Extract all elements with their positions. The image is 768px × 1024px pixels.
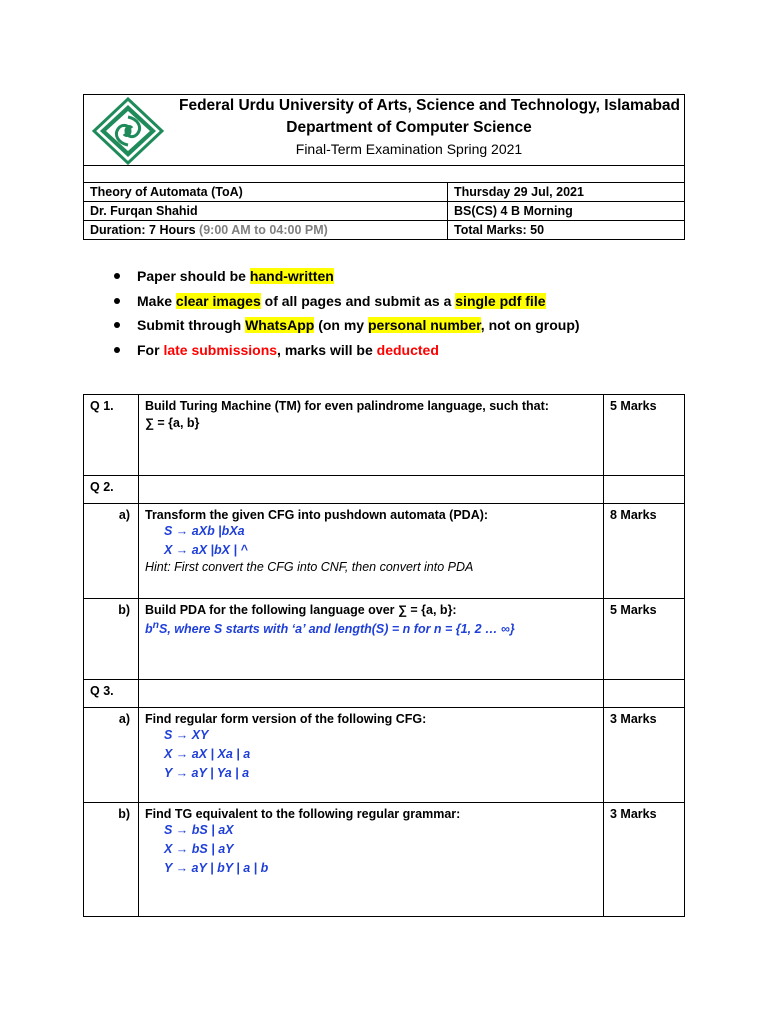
rule-text: (on my [314,317,368,333]
duration-time: (9:00 AM to 04:00 PM) [199,223,328,237]
question-marks: 3 Marks [604,708,685,803]
question-body [139,680,604,708]
rule-text: Paper should be [137,268,250,284]
question-body [139,803,604,917]
question-row-q3a [84,708,685,803]
bullet-icon [114,298,120,304]
grammar-rule: S → bS | aX [164,823,234,837]
rule-text: Make [137,292,176,309]
course-name: Theory of Automata (ToA) [84,183,448,202]
rule-text: Submit through [137,317,246,333]
question-row-q2a [84,504,685,599]
rule-highlight: personal number [367,317,481,333]
rule-highlight: WhatsApp [245,317,315,333]
exam-title: Final-Term Examination Spring 2021 [295,141,523,157]
university-name: Federal Urdu University of Arts, Science and Technology, Islamabad [179,97,681,114]
rule-red-text: late submissions [163,341,278,358]
exam-header [83,94,685,166]
university-logo-icon [92,97,164,165]
rule-highlight: single pdf file [455,292,546,309]
language-rest: S, where S starts with ‘a’ and length(S) = n for n = {1, 2 … ∞} [159,622,515,637]
info-row [84,202,685,221]
question-marks [604,680,685,708]
exam-duration [84,221,448,240]
question-marks: 5 Marks [604,395,685,476]
question-body [139,708,604,803]
question-number: Q 3. [84,680,139,708]
exam-info-table [83,182,685,240]
question-title: Find regular form version of the following CFG: [145,712,427,726]
rule-text: , not on group) [480,317,580,333]
total-marks: Total Marks: 50 [448,221,685,240]
language-base: b [145,622,153,637]
grammar-rule: S → aXb |bXa [164,524,245,538]
question-body [139,476,604,504]
question-row-q3 [84,680,685,708]
question-row-q3b [84,803,685,917]
part-label: b) [84,599,139,680]
question-marks: 8 Marks [604,504,685,599]
grammar-rule: S → XY [164,728,209,742]
bullet-icon [114,347,120,353]
grammar-rule: X → aX | Xa | a [164,747,251,761]
rule-text: , marks will be [277,341,377,358]
grammar-rule: X → aX |bX | ^ [164,543,248,557]
rule-highlight: clear images [175,292,261,309]
header-spacer-row [83,166,685,183]
grammar-rule: X → bS | aY [164,842,234,856]
part-label: a) [84,504,139,599]
question-body [139,395,604,476]
question-number: Q 1. [84,395,139,476]
bullet-icon [114,322,120,328]
question-marks [604,476,685,504]
question-hint: Hint: First convert the CFG into CNF, then convert into PDA [145,560,474,574]
question-title: Find TG equivalent to the following regular grammar: [145,807,461,821]
rule-item [104,315,580,340]
part-label: b) [84,803,139,917]
instructor-name: Dr. Furqan Shahid [84,202,448,221]
question-title: Build Turing Machine (TM) for even palindrome language, such that: [145,399,549,413]
question-alphabet: ∑ = {a, b} [145,416,200,430]
rule-text: For [137,341,164,358]
part-label: a) [84,708,139,803]
rule-item [104,291,580,316]
grammar-rule: Y → aY | Ya | a [164,766,250,780]
question-marks: 5 Marks [604,599,685,680]
language-exponent: n [152,620,159,631]
rule-item [104,266,580,291]
question-row-q2b [84,599,685,680]
duration-label: Duration: 7 Hours [90,223,196,237]
question-marks: 3 Marks [604,803,685,917]
rule-item [104,340,580,365]
question-body [139,599,604,680]
bullet-icon [114,273,120,279]
info-row [84,183,685,202]
questions-table [83,394,685,917]
submission-rules [104,266,580,364]
rule-text: of all pages and submit as a [260,292,456,309]
question-body [139,504,604,599]
grammar-rule: Y → aY | bY | a | b [164,861,269,875]
department-name: Department of Computer Science [286,119,532,136]
question-title: Transform the given CFG into pushdown automata (PDA): [145,508,489,522]
rule-red-text: deducted [376,341,439,358]
language-definition [145,620,597,636]
class-section: BS(CS) 4 B Morning [448,202,685,221]
info-row [84,221,685,240]
rule-highlight: hand-written [249,268,334,284]
question-title: Build PDA for the following language over ∑ = {a, b}: [145,603,457,617]
question-row-q2 [84,476,685,504]
question-number: Q 2. [84,476,139,504]
exam-date: Thursday 29 Jul, 2021 [448,183,685,202]
question-row-q1 [84,395,685,476]
